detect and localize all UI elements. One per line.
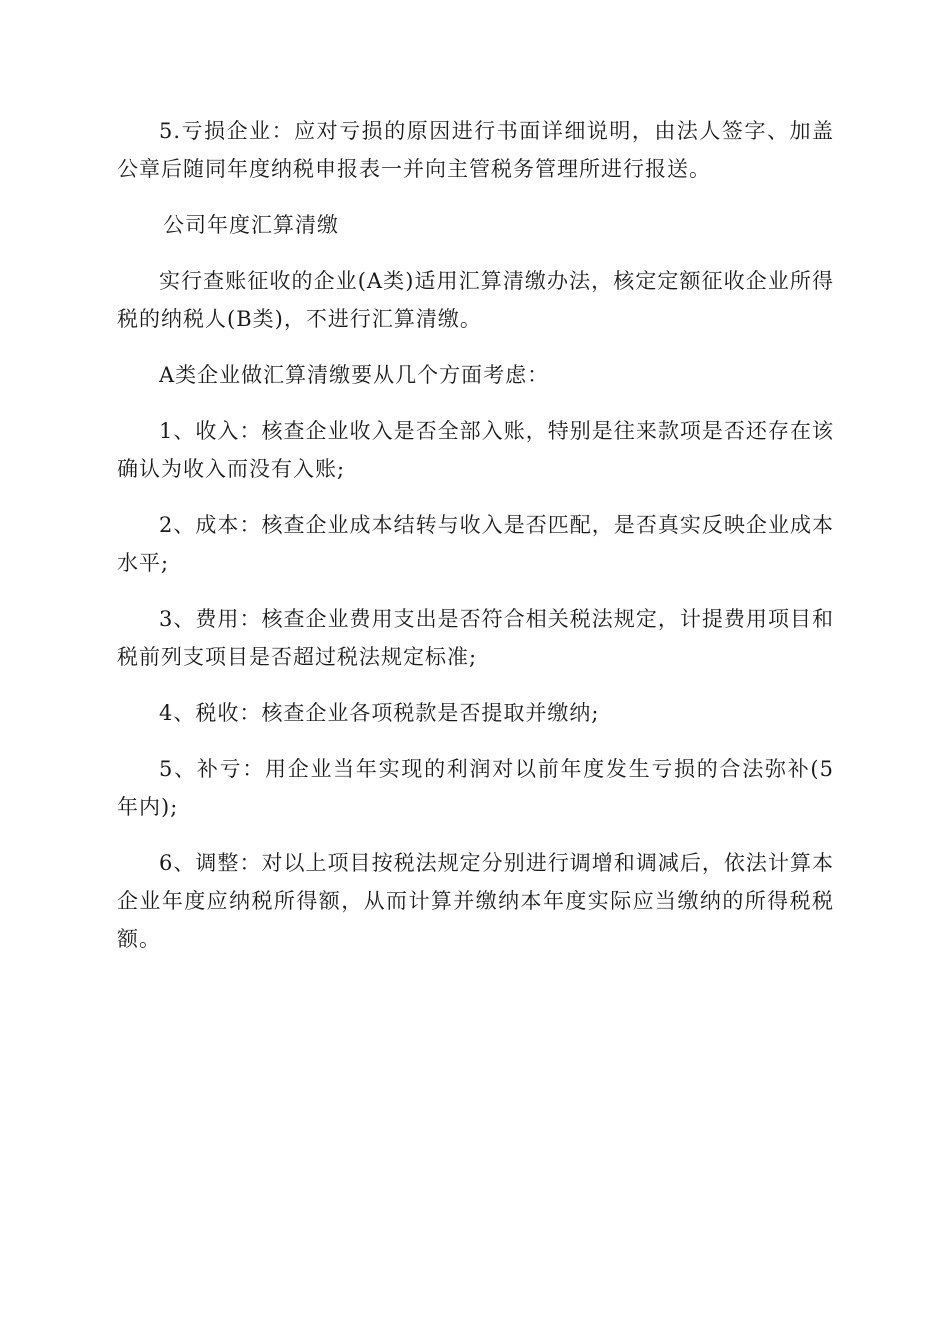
paragraph-loss-enterprise: 5.亏损企业：应对亏损的原因进行书面详细说明，由法人签字、加盖公章后随同年度纳税申报表一并向主管税务管理所进行报送。 [117,119,834,181]
list-item-cost: 2、成本：核查企业成本结转与收入是否匹配，是否真实反映企业成本水平; [117,513,834,575]
list-item-expenses: 3、费用：核查企业费用支出是否符合相关税法规定，计提费用项目和税前列支项目是否超过税法规定标准; [117,607,834,669]
list-item-loss-compensation: 5、补亏：用企业当年实现的利润对以前年度发生亏损的合法弥补(5年内); [117,757,834,819]
list-item-adjustment: 6、调整：对以上项目按税法规定分别进行调增和调减后，依法计算本企业年度应纳税所得额，从而计算并缴纳本年度实际应当缴纳的所得税税额。 [117,851,834,951]
paragraph-settlement-applicability: 实行查账征收的企业(A类)适用汇算清缴办法，核定定额征收企业所得税的纳税人(B类)，不进行汇算清缴。 [117,269,834,331]
section-heading-annual-settlement: 公司年度汇算清缴 [163,213,339,237]
paragraph-considerations-intro: A类企业做汇算清缴要从几个方面考虑： [159,363,550,387]
list-item-income: 1、收入：核查企业收入是否全部入账，特别是往来款项是否还存在该确认为收入而没有入账; [117,419,834,481]
list-item-taxes: 4、税收：核查企业各项税款是否提取并缴纳; [159,701,600,725]
